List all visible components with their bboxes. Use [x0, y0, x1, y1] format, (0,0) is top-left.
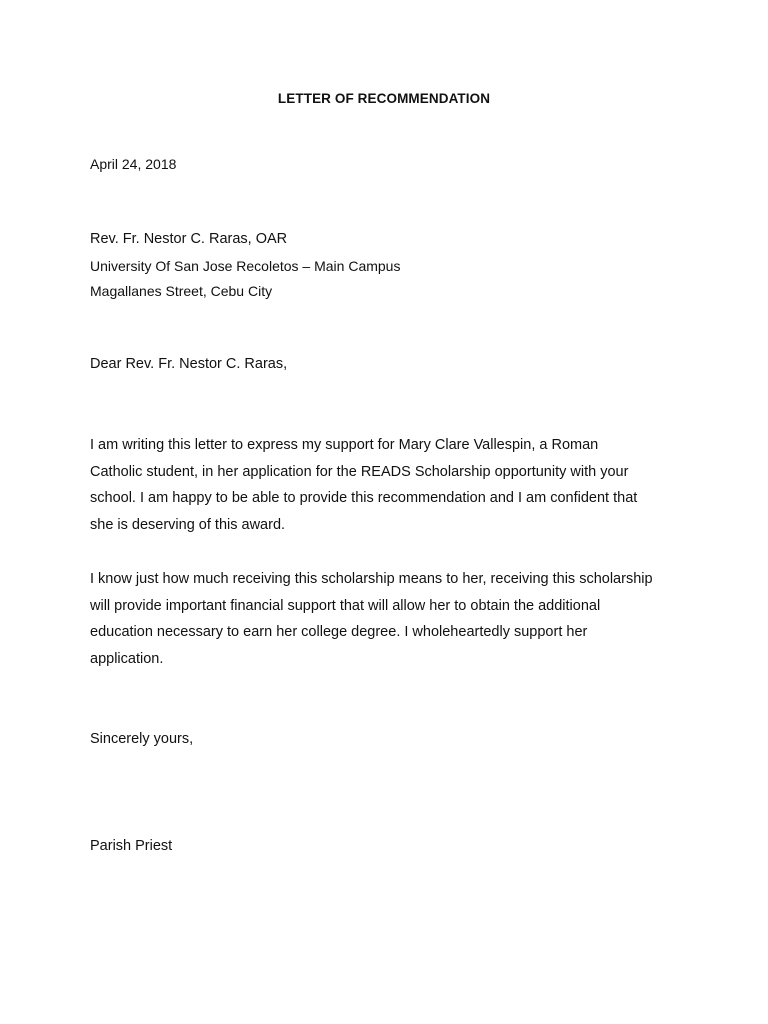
paragraph-line: I am writing this letter to express my support for Mary Clare Vallespin, a Roman	[90, 437, 599, 453]
recipient-name: Rev. Fr. Nestor C. Raras, OAR	[90, 231, 288, 247]
paragraph-line: will provide important financial support that will allow her to obtain the additional	[90, 597, 601, 614]
paragraph-line: school. I am happy to be able to provide this recommendation and I am confident that	[90, 490, 638, 507]
paragraph-line: Catholic student, in her application for the READS Scholarship opportunity with your	[90, 463, 629, 480]
body-paragraph-1	[90, 432, 690, 539]
paragraph-line: education necessary to earn her college degree. I wholeheartedly support her	[90, 624, 588, 641]
paragraph-line: I know just how much receiving this scholarship means to her, receiving this scholarship	[90, 571, 653, 587]
recipient-address: Magallanes Street, Cebu City	[90, 283, 273, 299]
salutation: Dear Rev. Fr. Nestor C. Raras,	[90, 356, 288, 372]
letter-title: LETTER OF RECOMMENDATION	[277, 91, 491, 106]
closing: Sincerely yours,	[90, 731, 194, 747]
signature-title: Parish Priest	[90, 838, 173, 854]
letter-date: April 24, 2018	[90, 156, 177, 172]
paragraph-line: application.	[90, 651, 164, 668]
body-paragraph-2	[90, 566, 690, 673]
recipient-institution: University Of San Jose Recoletos – Main Campus	[90, 258, 401, 274]
paragraph-line: she is deserving of this award.	[90, 517, 286, 534]
